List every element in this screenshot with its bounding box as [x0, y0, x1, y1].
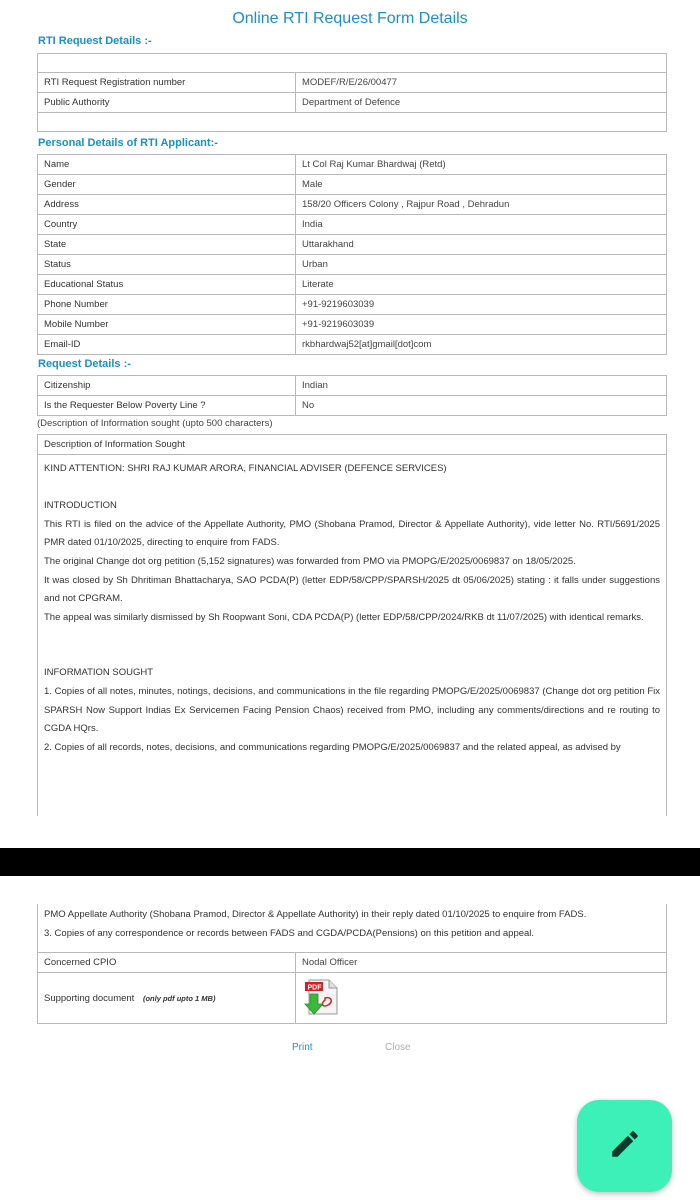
- table-row: [38, 435, 667, 455]
- intro-paragraph-2: The original Change dot org petition (5,152 signatures) was forwarded from PMO via PMOPG/E/2025/0069837 on 18/05/2025.: [44, 555, 576, 567]
- table-row: [38, 275, 667, 295]
- request-section-title: Request Details :-: [38, 358, 131, 370]
- info-item-2: 2. Copies of all records, notes, decisions, and communications regarding PMOPG/E/2025/0069837 and the related appeal, as advised by: [44, 741, 621, 753]
- table-row: [38, 73, 667, 93]
- name-label: Name: [38, 155, 296, 175]
- bpl-value: No: [296, 396, 667, 416]
- status-value: Urban: [296, 255, 667, 275]
- state-value: Uttarakhand: [296, 235, 667, 255]
- gender-label: Gender: [38, 175, 296, 195]
- education-value: Literate: [296, 275, 667, 295]
- pdf-document-icon[interactable]: [303, 978, 341, 1016]
- mobile-label: Mobile Number: [38, 315, 296, 335]
- registration-number-label: RTI Request Registration number: [38, 73, 296, 93]
- page-title: Online RTI Request Form Details: [232, 10, 468, 27]
- registration-number-value: MODEF/R/E/26/00477: [296, 73, 667, 93]
- edit-fab-button[interactable]: [577, 1100, 672, 1192]
- table-row: [38, 93, 667, 113]
- request-details-table: [37, 375, 667, 416]
- intro-paragraph-1: This RTI is filed on the advice of the Appellate Authority, PMO (Shobana Pramod, Director & Appellate Authority), vide letter No. RTI/5691/2025 PMR dated 01/10/2025, directing to enquire from FADS.: [44, 518, 660, 549]
- table-row: [38, 376, 667, 396]
- cpio-label: Concerned CPIO: [38, 953, 296, 973]
- description-header-table: [37, 434, 667, 455]
- country-label: Country: [38, 215, 296, 235]
- public-authority-value: Department of Defence: [296, 93, 667, 113]
- state-label: State: [38, 235, 296, 255]
- rti-details-table: [37, 53, 667, 132]
- gender-value: Male: [296, 175, 667, 195]
- table-row: [38, 195, 667, 215]
- table-row: [38, 175, 667, 195]
- info-item-3: 3. Copies of any correspondence or records between FADS and CGDA/PCDA(Pensions) on this petition and appeal.: [44, 928, 535, 939]
- supporting-document-cell: [38, 973, 296, 1024]
- supporting-document-hint: (only pdf upto 1 MB): [142, 993, 216, 1003]
- supporting-document-label: Supporting document: [44, 992, 135, 1004]
- cpio-value: Nodal Officer: [296, 953, 667, 973]
- table-row: [38, 396, 667, 416]
- table-row: [38, 155, 667, 175]
- print-link[interactable]: Print: [292, 1042, 313, 1053]
- info-item-1: 1. Copies of all notes, minutes, notings, decisions, and communications in the file regarding PMOPG/E/2025/0069837 (Change dot org petition Fix SPARSH Now Support Indias Ex Servicemen Facing Pension Chaos) received from PMO, including any comments/directions and re routing to CGDA HQrs.: [44, 685, 660, 735]
- cpio-table: [37, 952, 667, 1024]
- phone-label: Phone Number: [38, 295, 296, 315]
- kind-attention: KIND ATTENTION: SHRI RAJ KUMAR ARORA, FINANCIAL ADVISER (DEFENCE SERVICES): [44, 463, 447, 474]
- education-label: Educational Status: [38, 275, 296, 295]
- address-value: 158/20 Officers Colony , Rajpur Road , Dehradun: [296, 195, 667, 215]
- public-authority-label: Public Authority: [38, 93, 296, 113]
- description-limit-note: (Description of Information sought (upto 500 characters): [37, 418, 273, 429]
- table-row: [38, 953, 667, 973]
- info-heading: INFORMATION SOUGHT: [44, 667, 154, 679]
- table-row: [38, 255, 667, 275]
- mobile-value: +91-9219603039: [296, 315, 667, 335]
- table-row: [38, 973, 667, 1024]
- citizenship-value: Indian: [296, 376, 667, 396]
- description-header: Description of Information Sought: [38, 435, 667, 455]
- bpl-label: Is the Requester Below Poverty Line ?: [38, 396, 296, 416]
- supporting-document-value: [296, 973, 667, 1024]
- table-row: [38, 235, 667, 255]
- table-row: [38, 335, 667, 355]
- rti-section-title: RTI Request Details :-: [38, 35, 152, 47]
- pencil-icon: [608, 1127, 642, 1166]
- svg-text:PDF: PDF: [307, 984, 322, 992]
- status-label: Status: [38, 255, 296, 275]
- table-row: [38, 215, 667, 235]
- citizenship-label: Citizenship: [38, 376, 296, 396]
- email-label: Email-ID: [38, 335, 296, 355]
- intro-paragraph-3: It was closed by Sh Dhritiman Bhattacharya, SAO PCDA(P) (letter EDP/58/CPP/SPARSH/2025 dt 05/06/2025) stating : it falls under suggestions and not CPGRAM.: [44, 574, 660, 605]
- description-text: [37, 454, 667, 816]
- info-item-2-continued: PMO Appellate Authority (Shobana Pramod, Director & Appellate Authority) in their reply dated 01/10/2025 to enquire from FADS.: [44, 909, 587, 920]
- description-text-continued: [37, 904, 667, 952]
- name-value: Lt Col Raj Kumar Bhardwaj (Retd): [296, 155, 667, 175]
- intro-paragraph-4: The appeal was similarly dismissed by Sh Roopwant Soni, CDA PCDA(P) (letter EDP/58/CPP/2024/RKB dt 11/07/2025) with identical remarks.: [44, 611, 644, 623]
- country-value: India: [296, 215, 667, 235]
- table-row: [38, 54, 667, 73]
- table-row: [38, 315, 667, 335]
- email-value: rkbhardwaj52[at]gmail[dot]com: [296, 335, 667, 355]
- phone-value: +91-9219603039: [296, 295, 667, 315]
- close-link[interactable]: Close: [385, 1042, 411, 1053]
- personal-details-table: [37, 154, 667, 355]
- intro-heading: INTRODUCTION: [44, 500, 117, 512]
- screenshot-divider: [0, 848, 700, 876]
- address-label: Address: [38, 195, 296, 215]
- table-row: [38, 113, 667, 132]
- personal-section-title: Personal Details of RTI Applicant:-: [38, 137, 218, 149]
- table-row: [38, 295, 667, 315]
